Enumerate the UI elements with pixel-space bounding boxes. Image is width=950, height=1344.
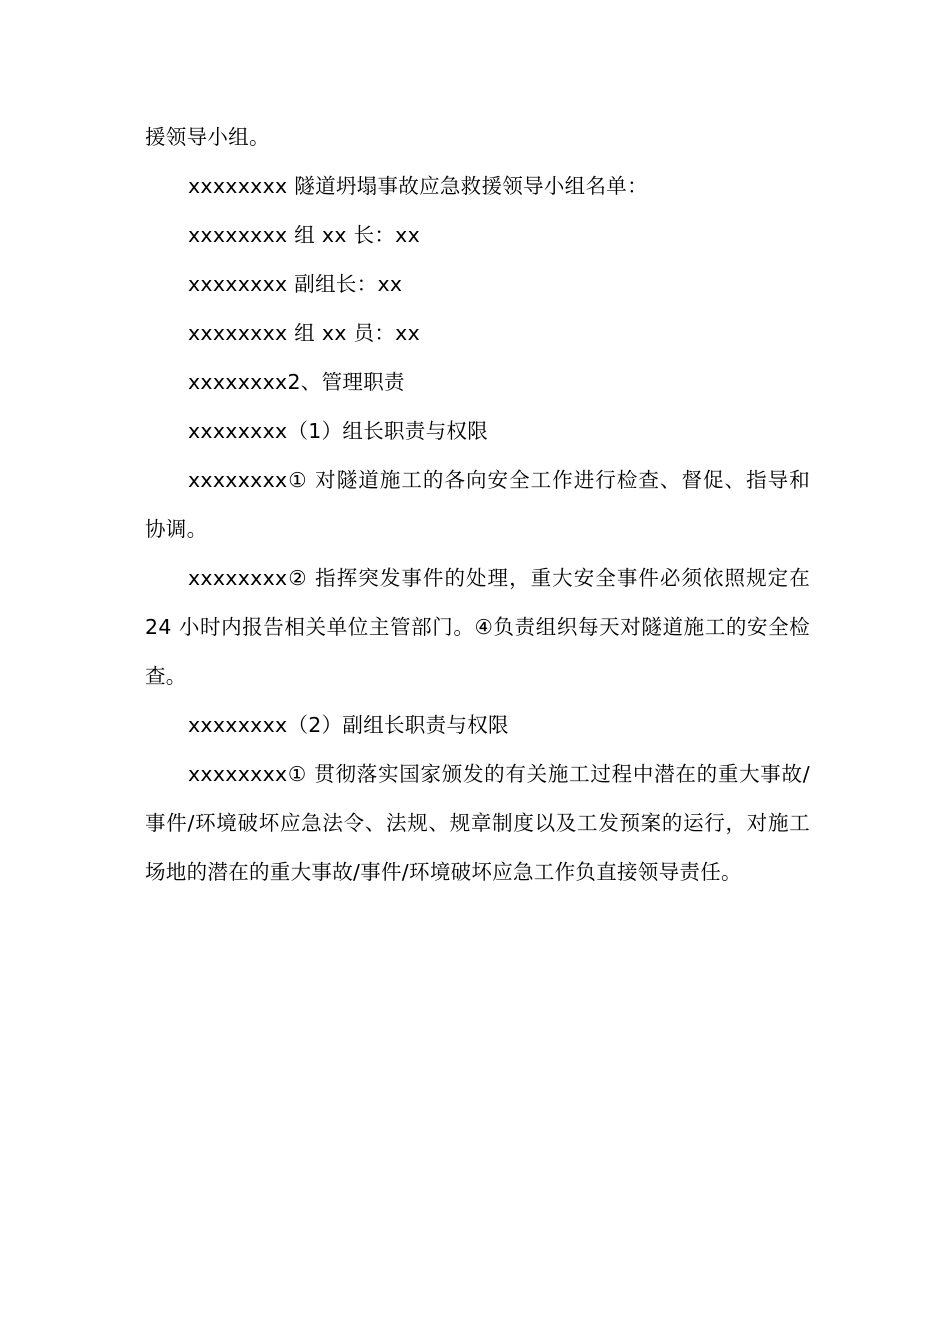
document-body — [145, 113, 810, 897]
paragraph-leader-duty-1: xxxxxxxx① 对隧道施工的各向安全工作进行检查、督促、指导和协调。 — [145, 468, 810, 541]
paragraph-leader-duty-2: xxxxxxxx② 指挥突发事件的处理，重大安全事件必须依照规定在 24 小时内报告相关单位主管部门。④负责组织每天对隧道施工的安全检查。 — [145, 566, 810, 688]
paragraph-leadership-list-title: xxxxxxxx 隧道坍塌事故应急救援领导小组名单： — [188, 174, 648, 198]
paragraph-deputy-leader: xxxxxxxx 副组长：xx — [188, 272, 403, 296]
subsection-heading-deputy-duties: xxxxxxxx（2）副组长职责与权限 — [188, 713, 509, 737]
paragraph-continuation: 援领导小组。 — [145, 125, 270, 149]
paragraph-group-leader: xxxxxxxx 组 xx 长：xx — [188, 223, 421, 247]
section-heading-management-duties: xxxxxxxx2、管理职责 — [188, 370, 405, 394]
paragraph-group-members: xxxxxxxx 组 xx 员：xx — [188, 321, 421, 345]
paragraph-deputy-duty-1: xxxxxxxx① 贯彻落实国家颁发的有关施工过程中潜在的重大事故/事件/环境破坏应急法令、法规、规章制度以及工发预案的运行，对施工场地的潜在的重大事故/事件/环境破坏应急工作负直接领导责任。 — [145, 762, 810, 884]
subsection-heading-leader-duties: xxxxxxxx（1）组长职责与权限 — [188, 419, 488, 443]
